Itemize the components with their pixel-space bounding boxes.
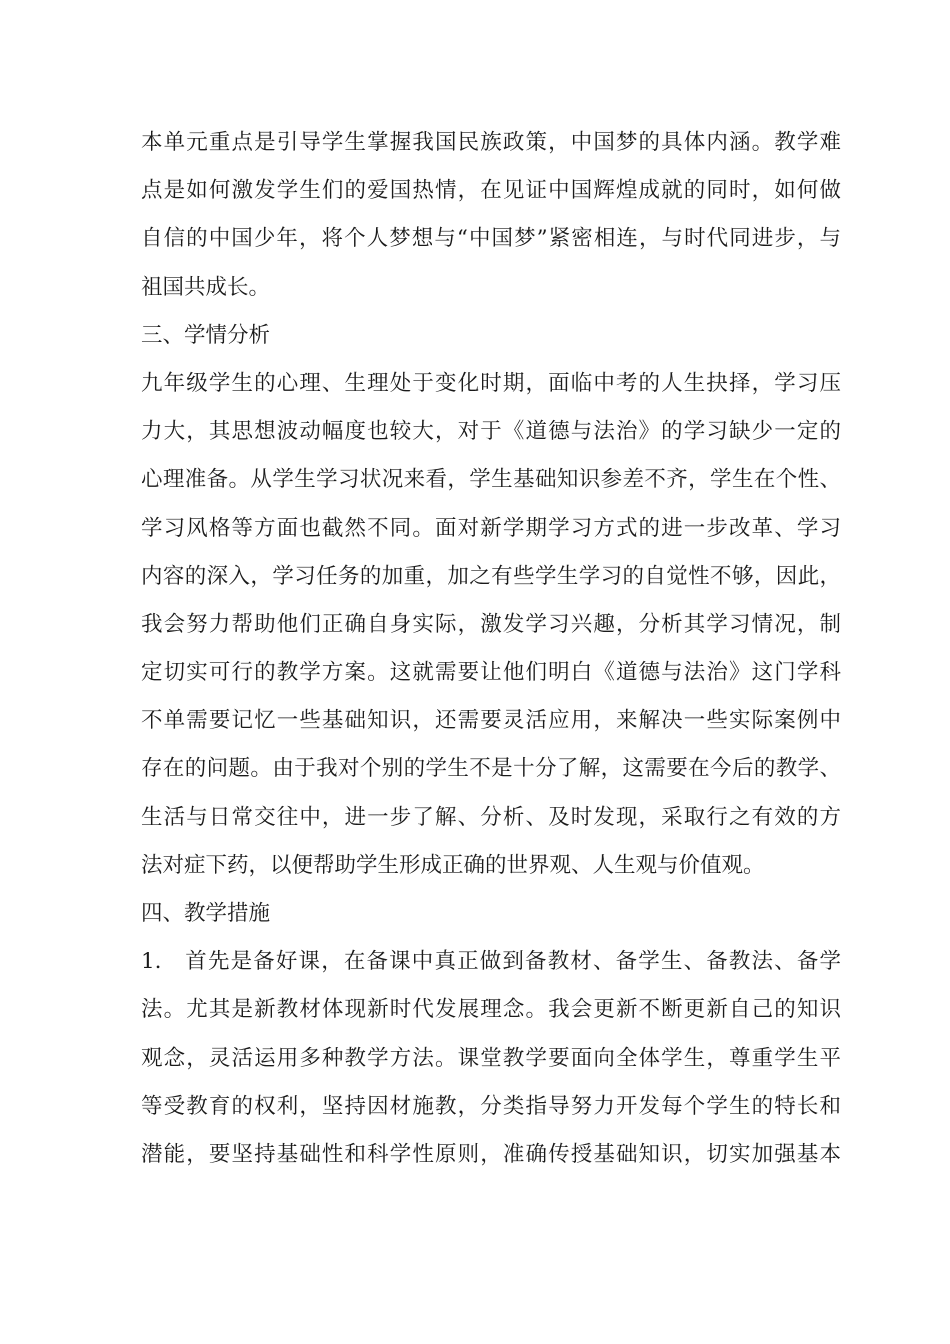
section-heading-teaching-measures: 四、教学措施 [141, 901, 271, 926]
paragraph-line: 自信的中国少年，将个人梦想与“中国梦”紧密相连，与时代同进步，与 [141, 226, 841, 252]
paragraph-line: 不单需要记忆一些基础知识，还需要灵活应用，来解决一些实际案例中 [141, 708, 841, 734]
paragraph-line: 法对症下药，以便帮助学生形成正确的世界观、人生观与价值观。 [141, 852, 765, 878]
paragraph-line: 我会努力帮助他们正确自身实际，激发学习兴趣，分析其学习情况，制 [141, 611, 841, 637]
paragraph-line: 观念，灵活运用多种教学方法。课堂教学要面向全体学生，尊重学生平 [141, 1045, 841, 1071]
document-body [141, 119, 841, 1179]
section-heading-student-analysis: 三、学情分析 [141, 322, 271, 348]
paragraph-line: 本单元重点是引导学生掌握我国民族政策，中国梦的具体内涵。教学难 [141, 130, 841, 155]
paragraph-line: 九年级学生的心理、生理处于变化时期，面临中考的人生抉择，学习压 [141, 370, 841, 396]
paragraph-line: 力大，其思想波动幅度也较大，对于《道德与法治》的学习缺少一定的 [141, 419, 841, 445]
paragraph-line: 内容的深入，学习任务的加重，加之有些学生学习的自觉性不够，因此， [141, 563, 841, 589]
paragraph-line: 法。尤其是新教材体现新时代发展理念。我会更新不断更新自己的知识 [141, 997, 841, 1023]
paragraph-line: 生活与日常交往中，进一步了解、分析、及时发现，采取行之有效的方 [141, 804, 841, 830]
paragraph-line: 学习风格等方面也截然不同。面对新学期学习方式的进一步改革、学习 [141, 515, 841, 541]
paragraph-line: 祖国共成长。 [141, 274, 271, 300]
paragraph-line: 潜能，要坚持基础性和科学性原则，准确传授基础知识，切实加强基本 [141, 1141, 841, 1167]
paragraph-line: 等受教育的权利，坚持因材施教，分类指导努力开发每个学生的特长和 [141, 1093, 841, 1119]
paragraph-line: 点是如何激发学生们的爱国热情，在见证中国辉煌成就的同时，如何做 [141, 178, 841, 204]
list-item-line: 1. 首先是备好课，在备课中真正做到备教材、备学生、备教法、备学 [141, 949, 841, 975]
paragraph-line: 心理准备。从学生学习状况来看，学生基础知识参差不齐，学生在个性、 [141, 467, 841, 493]
paragraph-line: 存在的问题。由于我对个别的学生不是十分了解，这需要在今后的教学、 [141, 756, 841, 782]
paragraph-line: 定切实可行的教学方案。这就需要让他们明白《道德与法治》这门学科 [141, 660, 841, 686]
